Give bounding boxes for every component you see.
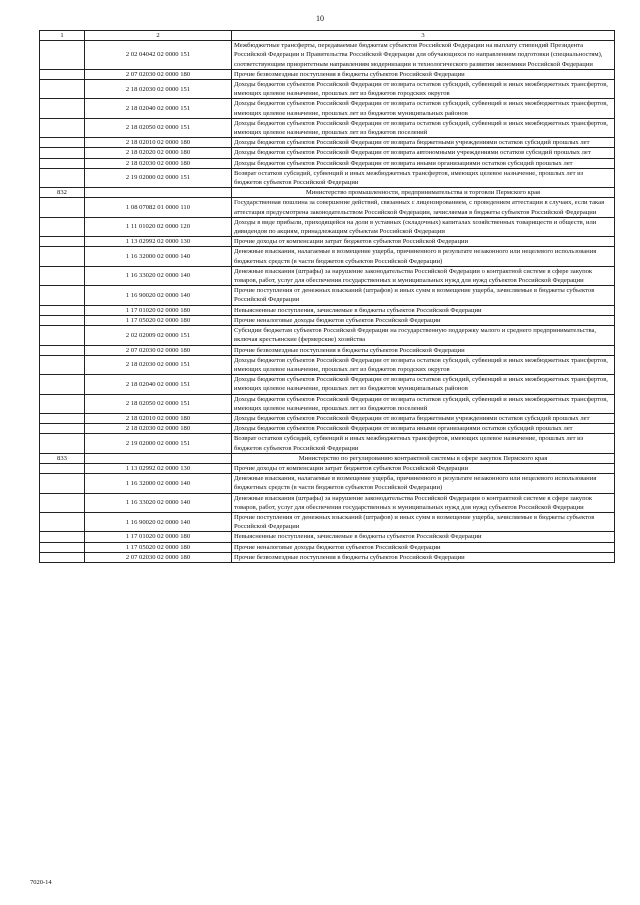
admin-code-cell bbox=[40, 532, 85, 542]
table-row bbox=[40, 326, 615, 345]
description-cell: Невыясненные поступления, зачисляемые в бюджеты субъектов Российской Федерации bbox=[232, 305, 615, 315]
admin-code-cell bbox=[40, 512, 85, 531]
admin-code-cell bbox=[40, 80, 85, 99]
description-cell: Доходы в виде прибыли, приходящейся на доли в уставных (складочных) капиталах хозяйственных товариществ и обществ, или дивидендов по акциям, принадлежащим субъектам Российской Федерации bbox=[232, 217, 615, 236]
revenue-code-cell: 1 16 33020 02 0000 140 bbox=[85, 266, 232, 285]
table-row bbox=[40, 375, 615, 394]
admin-code-cell bbox=[40, 326, 85, 345]
revenue-code-cell: 2 07 02030 02 0000 180 bbox=[85, 69, 232, 79]
admin-code-cell bbox=[40, 266, 85, 285]
admin-code-cell bbox=[40, 345, 85, 355]
header-description: 3 bbox=[232, 31, 615, 41]
header-code: 2 bbox=[85, 31, 232, 41]
table-row bbox=[40, 217, 615, 236]
table-row bbox=[40, 512, 615, 531]
header-admin: 1 bbox=[40, 31, 85, 41]
revenue-code-cell: 1 17 05020 02 0000 180 bbox=[85, 542, 232, 552]
revenue-code-cell: 1 17 01020 02 0000 180 bbox=[85, 305, 232, 315]
table-row bbox=[40, 41, 615, 70]
description-cell: Прочие доходы от компенсации затрат бюджетов субъектов Российской Федерации bbox=[232, 237, 615, 247]
description-cell: Денежные взыскания, налагаемые в возмещение ущерба, причиненного в результате незаконного или нецелевого использования бюджетных средств (в части бюджетов субъектов Российской Федерации) bbox=[232, 247, 615, 266]
admin-code-cell bbox=[40, 434, 85, 453]
revenue-code-cell: 2 18 02040 02 0000 151 bbox=[85, 375, 232, 394]
description-cell: Прочие неналоговые доходы бюджетов субъектов Российской Федерации bbox=[232, 542, 615, 552]
revenue-code-cell: 1 08 07082 01 0000 110 bbox=[85, 198, 232, 217]
description-cell: Прочие безвозмездные поступления в бюджеты субъектов Российской Федерации bbox=[232, 552, 615, 562]
table-row bbox=[40, 552, 615, 562]
admin-code-cell bbox=[40, 493, 85, 512]
admin-code-cell bbox=[40, 158, 85, 168]
revenue-code-cell: 1 17 01020 02 0000 180 bbox=[85, 532, 232, 542]
table-row bbox=[40, 532, 615, 542]
admin-code-cell bbox=[40, 552, 85, 562]
revenue-codes-table bbox=[39, 30, 615, 563]
document-code: 7020-14 bbox=[30, 879, 52, 886]
admin-code-cell bbox=[40, 394, 85, 413]
description-cell: Невыясненные поступления, зачисляемые в бюджеты субъектов Российской Федерации bbox=[232, 532, 615, 542]
ministry-name-cell: Министерство промышленности, предпринимательства и торговли Пермского края bbox=[232, 188, 615, 198]
table-row bbox=[40, 247, 615, 266]
table-row bbox=[40, 493, 615, 512]
table-row bbox=[40, 434, 615, 453]
description-cell: Прочие неналоговые доходы бюджетов субъектов Российской Федерации bbox=[232, 315, 615, 325]
table-row bbox=[40, 345, 615, 355]
admin-code-cell bbox=[40, 463, 85, 473]
revenue-code-cell: 1 16 33020 02 0000 140 bbox=[85, 493, 232, 512]
table-row bbox=[40, 286, 615, 305]
table-row bbox=[40, 394, 615, 413]
table-row bbox=[40, 355, 615, 374]
admin-code-cell bbox=[40, 41, 85, 70]
revenue-code-cell: 1 16 32000 02 0000 140 bbox=[85, 474, 232, 493]
revenue-code-cell: 2 18 02010 02 0000 180 bbox=[85, 138, 232, 148]
table-row bbox=[40, 266, 615, 285]
admin-code-cell bbox=[40, 148, 85, 158]
revenue-code-cell: 1 11 01020 02 0000 120 bbox=[85, 217, 232, 236]
description-cell: Доходы бюджетов субъектов Российской Федерации от возврата бюджетными учреждениями остатков субсидий прошлых лет bbox=[232, 138, 615, 148]
admin-code-cell bbox=[40, 286, 85, 305]
ministry-row bbox=[40, 453, 615, 463]
description-cell: Доходы бюджетов субъектов Российской Федерации от возврата иными организациями остатков субсидий прошлых лет bbox=[232, 158, 615, 168]
page-number: 10 bbox=[316, 14, 324, 23]
table-row bbox=[40, 237, 615, 247]
revenue-code-cell: 2 18 02010 02 0000 180 bbox=[85, 413, 232, 423]
description-cell: Доходы бюджетов субъектов Российской Федерации от возврата остатков субсидий, субвенций и иных межбюджетных трансфертов, имеющих целевое назначение, прошлых лет из бюджетов городских округов bbox=[232, 80, 615, 99]
description-cell: Государственная пошлина за совершение действий, связанных с лицензированием, с проведением аттестации в случаях, если такая аттестация предусмотрена законодательством Российской Федерации, зачисляемая в бюджеты субъектов Российской Федерации bbox=[232, 198, 615, 217]
admin-code-cell bbox=[40, 315, 85, 325]
admin-code-cell bbox=[40, 168, 85, 187]
description-cell: Доходы бюджетов субъектов Российской Федерации от возврата остатков субсидий, субвенций и иных межбюджетных трансфертов, имеющих целевое назначение, прошлых лет из бюджетов поселений bbox=[232, 118, 615, 137]
table-row bbox=[40, 305, 615, 315]
table-row bbox=[40, 80, 615, 99]
description-cell: Прочие поступления от денежных взысканий (штрафов) и иных сумм в возмещение ущерба, зачисляемые в бюджеты субъектов Российской Федерации bbox=[232, 286, 615, 305]
description-cell: Субсидии бюджетам субъектов Российской Федерации на государственную поддержку малого и среднего предпринимательства, включая крестьянские (фермерские) хозяйства bbox=[232, 326, 615, 345]
admin-code-cell bbox=[40, 542, 85, 552]
admin-code-cell bbox=[40, 99, 85, 118]
table-row bbox=[40, 158, 615, 168]
revenue-code-cell: 2 18 02030 02 0000 180 bbox=[85, 158, 232, 168]
revenue-code-cell: 2 18 02050 02 0000 151 bbox=[85, 394, 232, 413]
ministry-name-cell: Министерство по регулированию контрактной системы в сфере закупок Пермского края bbox=[232, 453, 615, 463]
revenue-code-cell: 2 07 02030 02 0000 180 bbox=[85, 552, 232, 562]
description-cell: Доходы бюджетов субъектов Российской Федерации от возврата остатков субсидий, субвенций и иных межбюджетных трансфертов, имеющих целевое назначение, прошлых лет из бюджетов поселений bbox=[232, 394, 615, 413]
revenue-code-cell: 1 17 05020 02 0000 180 bbox=[85, 315, 232, 325]
revenue-code-cell: 1 16 32000 02 0000 140 bbox=[85, 247, 232, 266]
description-cell: Доходы бюджетов субъектов Российской Федерации от возврата иными организациями остатков субсидий прошлых лет bbox=[232, 424, 615, 434]
description-cell: Межбюджетные трансферты, передаваемые бюджетам субъектов Российской Федерации на выплату стипендий Президента Российской Федерации и Правительства Российской Федерации для обучающихся по направлениям подготовки (специальностям), соответствующим приоритетным направлениям модернизации и технологического развития экономики Российской Федерации bbox=[232, 41, 615, 70]
revenue-code-cell: 1 16 90020 02 0000 140 bbox=[85, 512, 232, 531]
table-row bbox=[40, 474, 615, 493]
revenue-code-cell: 1 13 02992 02 0000 130 bbox=[85, 237, 232, 247]
admin-code-cell bbox=[40, 305, 85, 315]
table-row bbox=[40, 463, 615, 473]
revenue-code-cell: 2 18 02030 02 0000 180 bbox=[85, 424, 232, 434]
admin-code-cell bbox=[40, 138, 85, 148]
revenue-code-cell: 2 18 02030 02 0000 151 bbox=[85, 355, 232, 374]
admin-code-cell bbox=[40, 413, 85, 423]
table-row bbox=[40, 424, 615, 434]
description-cell: Доходы бюджетов субъектов Российской Федерации от возврата остатков субсидий, субвенций и иных межбюджетных трансфертов, имеющих целевое назначение, прошлых лет из бюджетов муниципальных районов bbox=[232, 375, 615, 394]
admin-code-cell bbox=[40, 474, 85, 493]
admin-code-cell bbox=[40, 118, 85, 137]
table-row bbox=[40, 148, 615, 158]
revenue-code-cell: 1 13 02992 02 0000 130 bbox=[85, 463, 232, 473]
admin-code-cell bbox=[40, 375, 85, 394]
admin-code-cell: 833 bbox=[40, 453, 85, 463]
revenue-code-cell: 2 18 02040 02 0000 151 bbox=[85, 99, 232, 118]
table-row bbox=[40, 99, 615, 118]
description-cell: Прочие безвозмездные поступления в бюджеты субъектов Российской Федерации bbox=[232, 69, 615, 79]
description-cell: Доходы бюджетов субъектов Российской Федерации от возврата остатков субсидий, субвенций и иных межбюджетных трансфертов, имеющих целевое назначение, прошлых лет из бюджетов городских округов bbox=[232, 355, 615, 374]
revenue-code-cell: 2 18 02020 02 0000 180 bbox=[85, 148, 232, 158]
description-cell: Доходы бюджетов субъектов Российской Федерации от возврата остатков субсидий, субвенций и иных межбюджетных трансфертов, имеющих целевое назначение, прошлых лет из бюджетов муниципальных районов bbox=[232, 99, 615, 118]
description-cell: Возврат остатков субсидий, субвенций и иных межбюджетных трансфертов, имеющих целевое назначение, прошлых лет из бюджетов субъектов Российской Федерации bbox=[232, 168, 615, 187]
description-cell: Денежные взыскания (штрафы) за нарушение законодательства Российской Федерации о контрактной системе в сфере закупок товаров, работ, услуг для обеспечения государственных и муниципальных нужд для нужд субъектов Российской Федерации bbox=[232, 266, 615, 285]
revenue-code-cell: 2 19 02000 02 0000 151 bbox=[85, 168, 232, 187]
ministry-row bbox=[40, 188, 615, 198]
description-cell: Денежные взыскания (штрафы) за нарушение законодательства Российской Федерации о контрактной системе в сфере закупок товаров, работ, услуг для обеспечения государственных и муниципальных нужд для нужд субъектов Российской Федерации bbox=[232, 493, 615, 512]
admin-code-cell bbox=[40, 237, 85, 247]
description-cell: Прочие доходы от компенсации затрат бюджетов субъектов Российской Федерации bbox=[232, 463, 615, 473]
table-row bbox=[40, 413, 615, 423]
revenue-code-cell: 1 16 90020 02 0000 140 bbox=[85, 286, 232, 305]
description-cell: Возврат остатков субсидий, субвенций и иных межбюджетных трансфертов, имеющих целевое назначение, прошлых лет из бюджетов субъектов Российской Федерации bbox=[232, 434, 615, 453]
revenue-code-cell: 2 18 02030 02 0000 151 bbox=[85, 80, 232, 99]
admin-code-cell bbox=[40, 69, 85, 79]
revenue-code-cell bbox=[85, 188, 232, 198]
table-header-row bbox=[40, 31, 615, 41]
table-body bbox=[40, 31, 615, 563]
description-cell: Доходы бюджетов субъектов Российской Федерации от возврата бюджетными учреждениями остатков субсидий прошлых лет bbox=[232, 413, 615, 423]
description-cell: Доходы бюджетов субъектов Российской Федерации от возврата автономными учреждениями остатков субсидий прошлых лет bbox=[232, 148, 615, 158]
table-row bbox=[40, 542, 615, 552]
admin-code-cell bbox=[40, 198, 85, 217]
admin-code-cell bbox=[40, 217, 85, 236]
table-row bbox=[40, 198, 615, 217]
table-row bbox=[40, 118, 615, 137]
admin-code-cell: 832 bbox=[40, 188, 85, 198]
revenue-code-cell: 2 07 02030 02 0000 180 bbox=[85, 345, 232, 355]
description-cell: Прочие безвозмездные поступления в бюджеты субъектов Российской Федерации bbox=[232, 345, 615, 355]
admin-code-cell bbox=[40, 424, 85, 434]
revenue-code-cell: 2 19 02000 02 0000 151 bbox=[85, 434, 232, 453]
table-row bbox=[40, 138, 615, 148]
revenue-code-cell bbox=[85, 453, 232, 463]
revenue-code-cell: 2 02 02009 02 0000 151 bbox=[85, 326, 232, 345]
revenue-code-cell: 2 02 04042 02 0000 151 bbox=[85, 41, 232, 70]
description-cell: Денежные взыскания, налагаемые в возмещение ущерба, причиненного в результате незаконного или нецелевого использования бюджетных средств (в части бюджетов субъектов Российской Федерации) bbox=[232, 474, 615, 493]
table-row bbox=[40, 315, 615, 325]
table-row bbox=[40, 168, 615, 187]
admin-code-cell bbox=[40, 355, 85, 374]
description-cell: Прочие поступления от денежных взысканий (штрафов) и иных сумм в возмещение ущерба, зачисляемые в бюджеты субъектов Российской Федерации bbox=[232, 512, 615, 531]
table-row bbox=[40, 69, 615, 79]
revenue-code-cell: 2 18 02050 02 0000 151 bbox=[85, 118, 232, 137]
admin-code-cell bbox=[40, 247, 85, 266]
